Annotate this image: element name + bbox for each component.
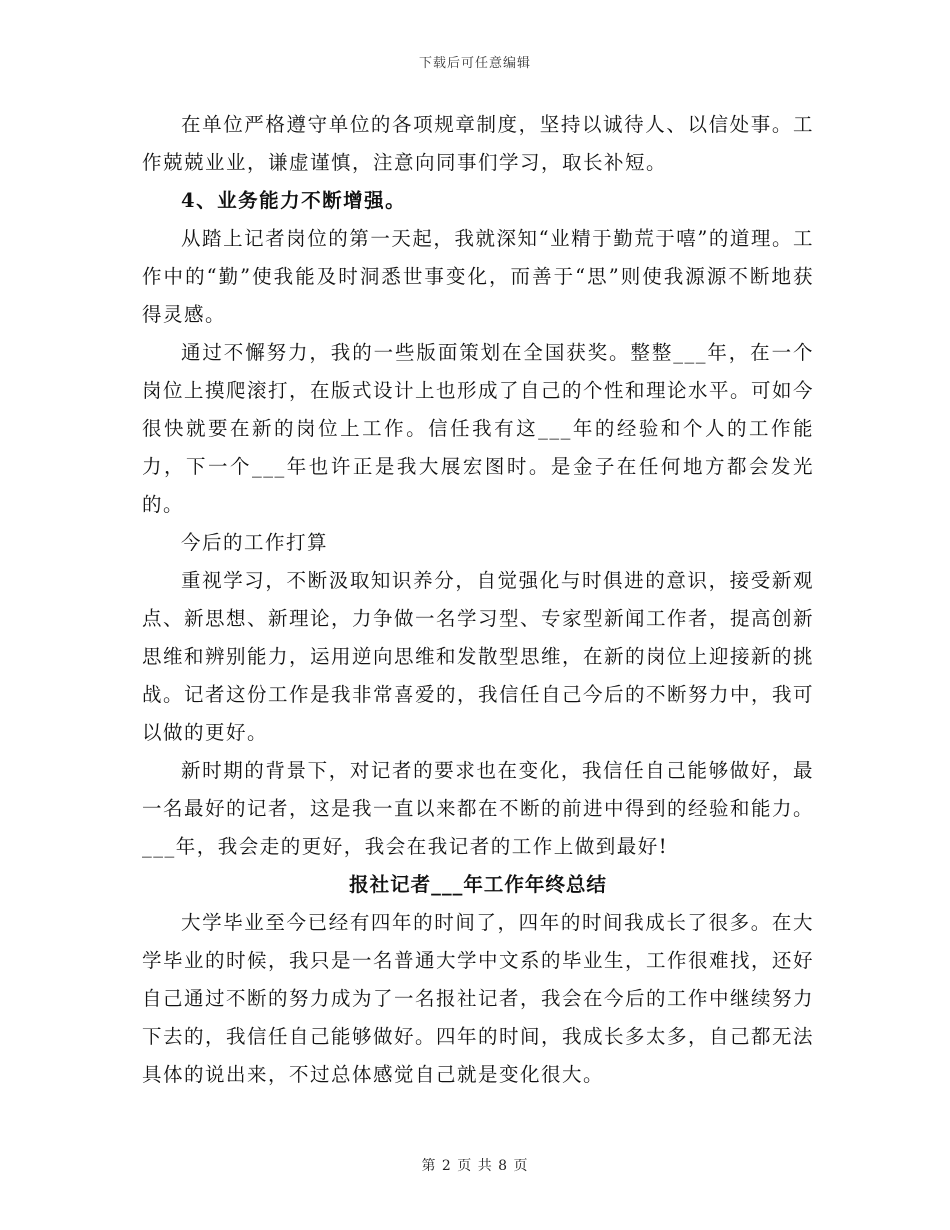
paragraph-study: 重视学习，不断汲取知识养分，自觉强化与时俱进的意识，接受新观点、新思想、新理论，力争做一名学习型、专家型新闻工作者，提高创新思维和辨别能力，运用逆向思维和发散型思维，在新的岗位上迎接新的挑战。记者这份工作是我非常喜爱的，我信任自己今后的不断努力中，我可以做的更好。 <box>142 569 815 744</box>
paragraph-graduation: 大学毕业至今已经有四年的时间了，四年的时间我成长了很多。在大学毕业的时候，我只是一名普通大学中文系的毕业生，工作很难找，还好自己通过不断的努力成为了一名报社记者，我会在今后的工作中继续努力下去的，我信任自己能够做好。四年的时间，我成长多太多，自己都无法具体的说出来，不过总体感觉自己就是变化很大。 <box>142 911 815 1086</box>
document-body <box>142 106 814 1094</box>
subheading-future-plans: 今后的工作打算 <box>181 531 329 554</box>
document-title: 报社记者___年工作年终总结 <box>349 873 607 896</box>
page-header: 下载后可任意编辑 <box>418 56 531 71</box>
paragraph-awards: 通过不懈努力，我的一些版面策划在全国获奖。整整___年，在一个岗位上摸爬滚打，在版式设计上也形成了自己的个性和理论水平。可如今很快就要在新的岗位上工作。信任我有这___年的经验和个人的工作能力，下一个___年也许正是我大展宏图时。是金子在任何地方都会发光的。 <box>142 341 815 516</box>
paragraph-diligence: 从踏上记者岗位的第一天起，我就深知“业精于勤荒于嘻”的道理。工作中的“勤”使我能及时洞悉世事变化，而善于“思”则使我源源不断地获得灵感。 <box>142 227 814 326</box>
paragraph-rules: 在单位严格遵守单位的各项规章制度，坚持以诚待人、以信处事。工作兢兢业业，谦虚谨慎，注意向同事们学习，取长补短。 <box>142 113 814 174</box>
page-footer: 第 2 页 共 8 页 <box>421 1158 529 1174</box>
paragraph-new-era: 新时期的背景下，对记者的要求也在变化，我信任自己能够做好，最一名最好的记者，这是我一直以来都在不断的前进中得到的经验和能力。___年，我会走的更好，我会在我记者的工作上做到最好! <box>142 759 815 858</box>
section-heading-business-ability: 4、业务能力不断增强。 <box>181 189 407 212</box>
